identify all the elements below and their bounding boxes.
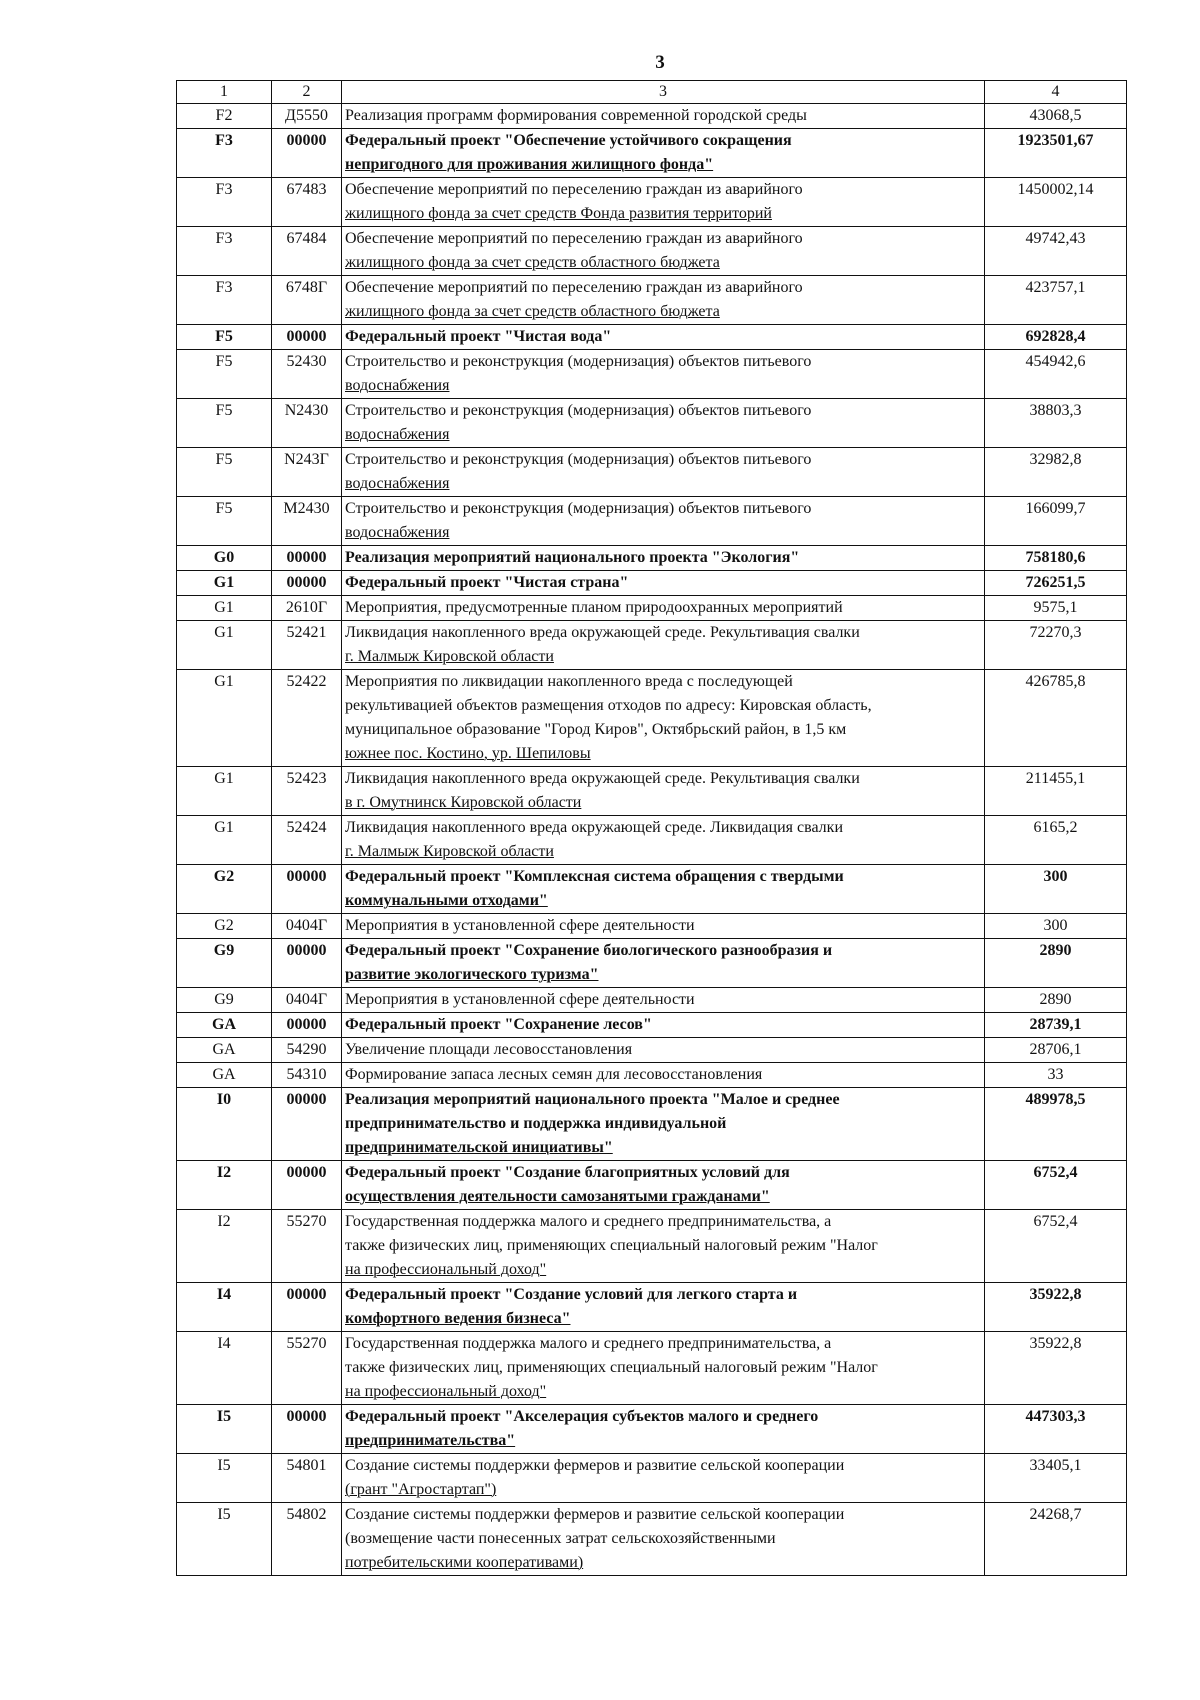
row-name (342, 1283, 985, 1332)
row-subcode: 00000 (272, 1161, 342, 1210)
row-value: 9575,1 (985, 596, 1127, 621)
row-name-line: Обеспечение мероприятий по переселению граждан из аварийного (345, 230, 803, 247)
row-name-line: Государственная поддержка малого и среднего предпринимательства, а (345, 1335, 832, 1352)
row-name-line: водоснабжения (345, 377, 450, 394)
row-subcode: 00000 (272, 571, 342, 596)
table-row (177, 1283, 1127, 1332)
row-subcode: 0404Г (272, 988, 342, 1013)
row-name (342, 988, 985, 1013)
table-row (177, 1405, 1127, 1454)
row-name-line: Ликвидация накопленного вреда окружающей среде. Рекультивация свалки (345, 624, 860, 641)
row-subcode: 00000 (272, 865, 342, 914)
row-code: I4 (177, 1283, 272, 1332)
row-code: GA (177, 1063, 272, 1088)
table-row (177, 1038, 1127, 1063)
row-name-line: Строительство и реконструкция (модернизация) объектов питьевого (345, 500, 812, 517)
row-value: 211455,1 (985, 767, 1127, 816)
table-row (177, 104, 1127, 129)
row-name-line: Федеральный проект "Чистая страна" (345, 574, 629, 591)
row-name-line: Строительство и реконструкция (модернизация) объектов питьевого (345, 402, 812, 419)
row-value: 38803,3 (985, 399, 1127, 448)
row-name (342, 399, 985, 448)
row-name-line: Увеличение площади лесовосстановления (345, 1041, 633, 1058)
row-subcode: 00000 (272, 939, 342, 988)
row-name-line: на профессиональный доход" (345, 1383, 547, 1400)
column-header: 4 (985, 81, 1127, 104)
row-code: F5 (177, 399, 272, 448)
row-name-line: Федеральный проект "Обеспечение устойчивого сокращения (345, 132, 792, 149)
column-header: 1 (177, 81, 272, 104)
row-subcode: N243Г (272, 448, 342, 497)
table-row (177, 1332, 1127, 1405)
row-name (342, 767, 985, 816)
row-code: F5 (177, 497, 272, 546)
row-name (342, 1088, 985, 1161)
row-name (342, 178, 985, 227)
row-name-line: в г. Омутнинск Кировской области (345, 794, 582, 811)
row-name-line: Строительство и реконструкция (модернизация) объектов питьевого (345, 353, 812, 370)
table-row (177, 865, 1127, 914)
table-row (177, 350, 1127, 399)
row-name (342, 104, 985, 129)
row-code: G2 (177, 914, 272, 939)
row-value: 447303,3 (985, 1405, 1127, 1454)
table-row (177, 276, 1127, 325)
row-name-line: Обеспечение мероприятий по переселению граждан из аварийного (345, 181, 803, 198)
table-row (177, 596, 1127, 621)
row-value: 166099,7 (985, 497, 1127, 546)
row-name-line: Государственная поддержка малого и среднего предпринимательства, а (345, 1213, 832, 1230)
row-code: F5 (177, 350, 272, 399)
row-name (342, 865, 985, 914)
column-header: 2 (272, 81, 342, 104)
row-subcode: 52421 (272, 621, 342, 670)
row-value: 423757,1 (985, 276, 1127, 325)
row-value: 1923501,67 (985, 129, 1127, 178)
row-name (342, 596, 985, 621)
row-subcode: 00000 (272, 1283, 342, 1332)
row-name-line: Мероприятия, предусмотренные планом природоохранных мероприятий (345, 599, 843, 616)
row-value: 6165,2 (985, 816, 1127, 865)
table-row (177, 621, 1127, 670)
page-number: 3 (655, 52, 665, 73)
row-name (342, 670, 985, 767)
row-subcode: 67483 (272, 178, 342, 227)
row-subcode: 52430 (272, 350, 342, 399)
row-code: I5 (177, 1454, 272, 1503)
row-name (342, 1503, 985, 1576)
row-name-line: предпринимательской инициативы" (345, 1139, 613, 1156)
row-subcode: M2430 (272, 497, 342, 546)
row-name-line: предпринимательство и поддержка индивидуальной (345, 1115, 727, 1132)
row-value: 6752,4 (985, 1161, 1127, 1210)
table-row (177, 546, 1127, 571)
row-name-line: Реализация мероприятий национального проекта "Экология" (345, 549, 800, 566)
row-subcode: 00000 (272, 1088, 342, 1161)
row-name-line: непригодного для проживания жилищного фонда" (345, 156, 714, 173)
row-subcode: 54290 (272, 1038, 342, 1063)
row-name-line: Федеральный проект "Создание благоприятных условий для (345, 1164, 790, 1181)
row-value: 28739,1 (985, 1013, 1127, 1038)
row-code: F2 (177, 104, 272, 129)
row-name-line: жилищного фонда за счет средств областного бюджета (345, 254, 720, 271)
row-name (342, 939, 985, 988)
row-name-line: южнее пос. Костино, ур. Шепиловы (345, 745, 591, 762)
row-code: G0 (177, 546, 272, 571)
row-value: 24268,7 (985, 1503, 1127, 1576)
row-name (342, 1454, 985, 1503)
table-row (177, 1161, 1127, 1210)
row-value: 1450002,14 (985, 178, 1127, 227)
row-name-line: рекультивацией объектов размещения отходов по адресу: Кировская область, (345, 697, 872, 714)
row-name-line: Реализация мероприятий национального проекта "Малое и среднее (345, 1091, 840, 1108)
row-name (342, 1063, 985, 1088)
row-code: I2 (177, 1161, 272, 1210)
row-code: G1 (177, 621, 272, 670)
row-name (342, 448, 985, 497)
row-value: 489978,5 (985, 1088, 1127, 1161)
row-name-line: на профессиональный доход" (345, 1261, 547, 1278)
table-row (177, 1088, 1127, 1161)
row-value: 33405,1 (985, 1454, 1127, 1503)
row-code: I4 (177, 1332, 272, 1405)
row-code: F3 (177, 129, 272, 178)
row-subcode: 00000 (272, 325, 342, 350)
row-name (342, 621, 985, 670)
table-row (177, 325, 1127, 350)
row-code: F5 (177, 448, 272, 497)
row-name-line: Федеральный проект "Комплексная система обращения с твердыми (345, 868, 844, 885)
table-row (177, 1503, 1127, 1576)
row-value: 726251,5 (985, 571, 1127, 596)
row-name (342, 276, 985, 325)
row-value: 49742,43 (985, 227, 1127, 276)
row-name-line: муниципальное образование "Город Киров", Октябрьский район, в 1,5 км (345, 721, 847, 738)
row-name-line: также физических лиц, применяющих специальный налоговый режим "Налог (345, 1237, 878, 1254)
row-value: 28706,1 (985, 1038, 1127, 1063)
row-subcode: 00000 (272, 1405, 342, 1454)
row-code: G1 (177, 571, 272, 596)
row-subcode: 67484 (272, 227, 342, 276)
row-name-line: предпринимательства" (345, 1432, 516, 1449)
table-row (177, 816, 1127, 865)
row-name-line: комфортного ведения бизнеса" (345, 1310, 571, 1327)
row-name-line: жилищного фонда за счет средств Фонда развития территорий (345, 205, 772, 222)
row-name-line: Создание системы поддержки фермеров и развитие сельской кооперации (345, 1506, 845, 1523)
row-value: 43068,5 (985, 104, 1127, 129)
row-name (342, 1038, 985, 1063)
table-row (177, 767, 1127, 816)
row-subcode: 52424 (272, 816, 342, 865)
row-code: GA (177, 1013, 272, 1038)
row-code: F3 (177, 276, 272, 325)
table-header-row (177, 81, 1127, 104)
row-subcode: 54802 (272, 1503, 342, 1576)
row-name (342, 497, 985, 546)
row-name-line: Ликвидация накопленного вреда окружающей среде. Ликвидация свалки (345, 819, 843, 836)
row-name-line: Создание системы поддержки фермеров и развитие сельской кооперации (345, 1457, 845, 1474)
row-code: G1 (177, 670, 272, 767)
table-row (177, 1013, 1127, 1038)
column-header: 3 (342, 81, 985, 104)
table-row (177, 129, 1127, 178)
row-name-line: Федеральный проект "Акселерация субъектов малого и среднего (345, 1408, 819, 1425)
row-code: G2 (177, 865, 272, 914)
row-code: I0 (177, 1088, 272, 1161)
table-row (177, 914, 1127, 939)
row-name (342, 914, 985, 939)
table-row (177, 1063, 1127, 1088)
row-name (342, 1405, 985, 1454)
row-subcode: Д5550 (272, 104, 342, 129)
row-value: 758180,6 (985, 546, 1127, 571)
budget-table (176, 80, 1127, 1576)
row-name-line: жилищного фонда за счет средств областного бюджета (345, 303, 720, 320)
row-name-line: Федеральный проект "Сохранение биологического разнообразия и (345, 942, 833, 959)
row-name-line: также физических лиц, применяющих специальный налоговый режим "Налог (345, 1359, 878, 1376)
row-subcode: 55270 (272, 1332, 342, 1405)
row-name (342, 1210, 985, 1283)
row-name-line: Федеральный проект "Создание условий для легкого старта и (345, 1286, 798, 1303)
row-value: 300 (985, 914, 1127, 939)
table-row (177, 399, 1127, 448)
row-name (342, 325, 985, 350)
row-name-line: Обеспечение мероприятий по переселению граждан из аварийного (345, 279, 803, 296)
row-name (342, 227, 985, 276)
row-name (342, 816, 985, 865)
row-name-line: г. Малмыж Кировской области (345, 648, 554, 665)
row-name-line: Мероприятия в установленной сфере деятельности (345, 917, 695, 934)
row-subcode: 52423 (272, 767, 342, 816)
row-subcode: N2430 (272, 399, 342, 448)
row-value: 692828,4 (985, 325, 1127, 350)
row-name-line: водоснабжения (345, 524, 450, 541)
table-row (177, 571, 1127, 596)
row-code: G9 (177, 939, 272, 988)
row-name (342, 1161, 985, 1210)
row-name-line: Ликвидация накопленного вреда окружающей среде. Рекультивация свалки (345, 770, 860, 787)
row-code: G1 (177, 767, 272, 816)
row-value: 33 (985, 1063, 1127, 1088)
row-name-line: Реализация программ формирования современной городской среды (345, 107, 807, 124)
row-code: G1 (177, 596, 272, 621)
row-name (342, 546, 985, 571)
row-value: 300 (985, 865, 1127, 914)
row-name-line: Формирование запаса лесных семян для лесовосстановления (345, 1066, 763, 1083)
row-name-line: Федеральный проект "Сохранение лесов" (345, 1016, 652, 1033)
table-row (177, 939, 1127, 988)
row-subcode: 2610Г (272, 596, 342, 621)
table-row (177, 670, 1127, 767)
row-value: 72270,3 (985, 621, 1127, 670)
table-row (177, 448, 1127, 497)
row-code: I5 (177, 1405, 272, 1454)
table-row (177, 1210, 1127, 1283)
row-name-line: г. Малмыж Кировской области (345, 843, 554, 860)
table-row (177, 178, 1127, 227)
row-code: F3 (177, 227, 272, 276)
row-name-line: (возмещение части понесенных затрат сельскохозяйственными (345, 1530, 776, 1547)
row-name (342, 571, 985, 596)
row-subcode: 6748Г (272, 276, 342, 325)
row-value: 454942,6 (985, 350, 1127, 399)
row-subcode: 0404Г (272, 914, 342, 939)
row-name-line: осуществления деятельности самозанятыми гражданами" (345, 1188, 770, 1205)
row-name-line: водоснабжения (345, 426, 450, 443)
row-name-line: водоснабжения (345, 475, 450, 492)
row-name-line: (грант "Агростартап") (345, 1481, 497, 1498)
row-name-line: Мероприятия в установленной сфере деятельности (345, 991, 695, 1008)
row-code: I2 (177, 1210, 272, 1283)
row-value: 2890 (985, 939, 1127, 988)
row-subcode: 55270 (272, 1210, 342, 1283)
row-name (342, 1332, 985, 1405)
row-name-line: Мероприятия по ликвидации накопленного вреда с последующей (345, 673, 793, 690)
row-subcode: 52422 (272, 670, 342, 767)
row-name (342, 350, 985, 399)
row-code: G1 (177, 816, 272, 865)
row-subcode: 00000 (272, 129, 342, 178)
row-code: G9 (177, 988, 272, 1013)
row-value: 35922,8 (985, 1332, 1127, 1405)
row-name-line: коммунальными отходами" (345, 892, 548, 909)
row-value: 32982,8 (985, 448, 1127, 497)
row-name-line: развитие экологического туризма" (345, 966, 599, 983)
row-name (342, 129, 985, 178)
row-code: I5 (177, 1503, 272, 1576)
row-code: GA (177, 1038, 272, 1063)
row-subcode: 54801 (272, 1454, 342, 1503)
table-row (177, 988, 1127, 1013)
row-name-line: Федеральный проект "Чистая вода" (345, 328, 612, 345)
row-subcode: 54310 (272, 1063, 342, 1088)
table-row (177, 227, 1127, 276)
row-value: 35922,8 (985, 1283, 1127, 1332)
row-code: F3 (177, 178, 272, 227)
row-value: 2890 (985, 988, 1127, 1013)
row-value: 6752,4 (985, 1210, 1127, 1283)
table-row (177, 1454, 1127, 1503)
row-name-line: потребительскими кооперативами) (345, 1554, 584, 1571)
row-name (342, 1013, 985, 1038)
row-value: 426785,8 (985, 670, 1127, 767)
row-name-line: Строительство и реконструкция (модернизация) объектов питьевого (345, 451, 812, 468)
table-row (177, 497, 1127, 546)
row-subcode: 00000 (272, 546, 342, 571)
row-subcode: 00000 (272, 1013, 342, 1038)
row-code: F5 (177, 325, 272, 350)
